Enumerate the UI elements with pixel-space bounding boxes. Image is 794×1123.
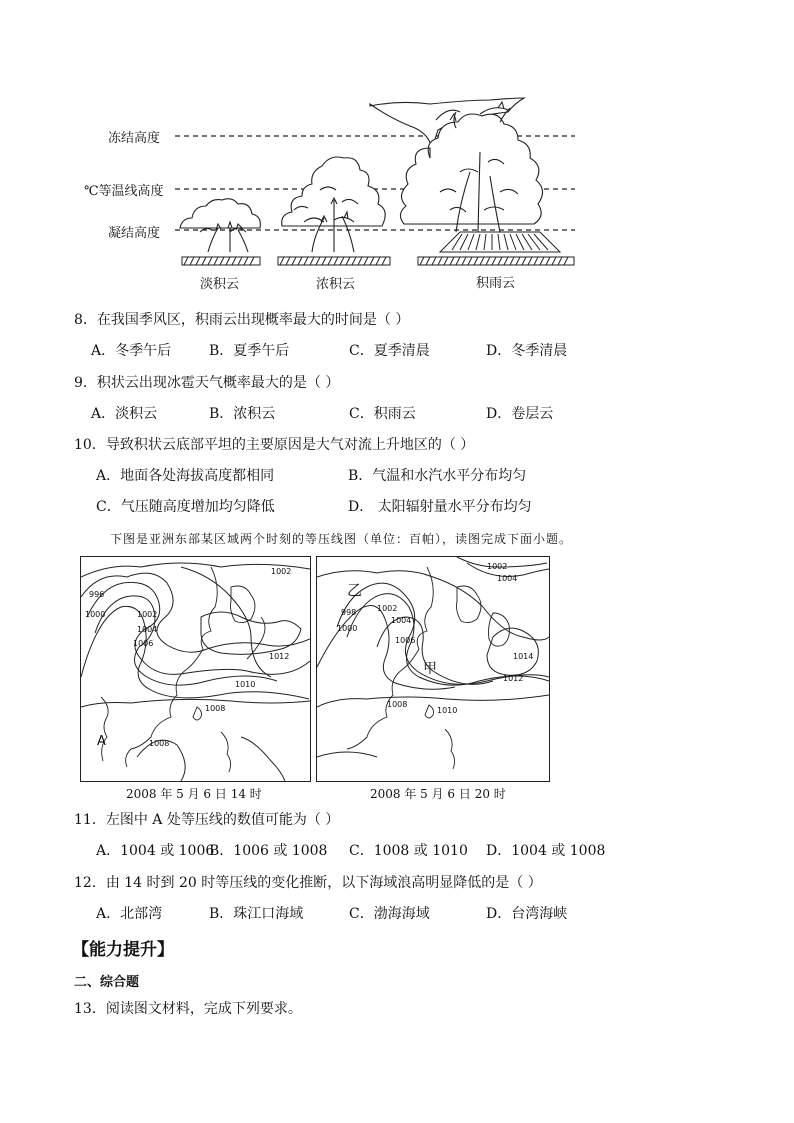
svg-text:1000: 1000 (85, 610, 106, 619)
svg-text:1002: 1002 (137, 610, 158, 619)
svg-text:1014: 1014 (513, 652, 534, 661)
question-13-stem: 13．阅读图文材料，完成下列要求。 (74, 1001, 302, 1017)
cumulonimbus-cloud (370, 98, 543, 232)
map-right-marker-jia: 甲 (423, 661, 437, 677)
isobar-map-right (316, 556, 550, 782)
svg-text:1006: 1006 (133, 639, 154, 648)
question-11-option-c[interactable]: C．1008 或 1010 (349, 843, 468, 859)
svg-text:1006: 1006 (395, 636, 416, 645)
section-subtitle: 二、综合题 (74, 975, 140, 990)
question-11-option-d[interactable]: D．1004 或 1008 (486, 843, 606, 859)
svg-text:1002: 1002 (487, 562, 508, 571)
question-12-option-b[interactable]: B．珠江口海域 (209, 906, 304, 922)
question-12-option-d[interactable]: D．台湾海峡 (486, 906, 568, 922)
isotherm-level-label: ℃等温线高度 (84, 184, 164, 199)
svg-text:1012: 1012 (269, 652, 290, 661)
svg-text:996: 996 (89, 590, 105, 599)
map-intro-text: 下图是亚洲东部某区域两个时刻的等压线图（单位：百帕），读图完成下面小题。 (110, 532, 573, 546)
map-left-caption: 2008 年 5 月 6 日 14 时 (126, 787, 262, 801)
question-10-option-d[interactable]: D． 太阳辐射量水平分布均匀 (348, 499, 532, 515)
question-8-option-b[interactable]: B．夏季午后 (209, 343, 290, 359)
svg-text:1000: 1000 (337, 624, 358, 633)
rain-shaft (440, 232, 560, 252)
question-11-option-b[interactable]: B．1006 或 1008 (209, 843, 328, 859)
ground-2 (278, 257, 390, 265)
isobar-map-right-svg (317, 557, 549, 781)
svg-text:1004: 1004 (391, 616, 412, 625)
cumulus-congestus-cloud (282, 157, 385, 252)
question-12-option-a[interactable]: A．北部湾 (96, 906, 163, 922)
svg-text:1002: 1002 (271, 567, 292, 576)
question-8-stem: 8．在我国季风区，积雨云出现概率最大的时间是（ ） (74, 312, 410, 328)
map-right-marker-yi: 乙 (347, 581, 363, 599)
svg-text:1008: 1008 (205, 704, 226, 713)
question-9-option-a[interactable]: A．淡积云 (91, 406, 158, 422)
svg-text:1004: 1004 (137, 625, 158, 634)
map-left-marker-a: A (97, 734, 106, 749)
svg-text:1008: 1008 (149, 739, 170, 748)
cloud-label-cumulus-congestus: 浓积云 (316, 277, 356, 292)
question-9-option-d[interactable]: D．卷层云 (486, 406, 554, 422)
section-title: 【能力提升】 (72, 940, 174, 960)
freezing-level-label: 冻结高度 (108, 131, 161, 146)
question-9-stem: 9．积状云出现冰雹天气概率最大的是（ ） (74, 375, 340, 391)
svg-text:998: 998 (341, 608, 357, 617)
question-9-option-b[interactable]: B．浓积云 (209, 406, 276, 422)
svg-text:1010: 1010 (437, 706, 458, 715)
question-8-option-a[interactable]: A．冬季午后 (91, 343, 172, 359)
ground-1 (182, 257, 260, 265)
cloud-label-cumulus-humilis: 淡积云 (200, 277, 240, 292)
svg-text:1012: 1012 (503, 674, 524, 683)
isobar-map-left-svg (81, 557, 310, 781)
question-12-stem: 12．由 14 时到 20 时等压线的变化推断，以下海域浪高明显降低的是（ ） (74, 875, 542, 891)
question-8-option-c[interactable]: C．夏季清晨 (349, 343, 430, 359)
question-10-stem: 10．导致积状云底部平坦的主要原因是大气对流上升地区的（ ） (74, 437, 475, 453)
question-9-option-c[interactable]: C．积雨云 (349, 406, 416, 422)
condensation-level-label: 凝结高度 (108, 226, 161, 241)
svg-text:1002: 1002 (377, 604, 398, 613)
question-12-option-c[interactable]: C．渤海海域 (349, 906, 430, 922)
question-8-option-d[interactable]: D．冬季清晨 (486, 343, 568, 359)
svg-text:1010: 1010 (235, 680, 256, 689)
isobar-map-left (80, 556, 311, 782)
svg-text:1004: 1004 (497, 574, 518, 583)
svg-text:1008: 1008 (387, 700, 408, 709)
question-11-stem: 11．左图中 A 处等压线的数值可能为（ ） (74, 812, 340, 828)
ground-3 (418, 257, 574, 265)
question-11-option-a[interactable]: A．1004 或 1006 (96, 843, 215, 859)
question-10-option-a[interactable]: A．地面各处海拔高度都相同 (96, 468, 275, 484)
cumulus-humilis-cloud (180, 199, 260, 252)
question-10-option-c[interactable]: C．气压随高度增加均匀降低 (96, 499, 275, 515)
map-right-caption: 2008 年 5 月 6 日 20 时 (370, 787, 506, 801)
cloud-label-cumulonimbus: 积雨云 (476, 276, 516, 291)
question-10-option-b[interactable]: B．气温和水汽水平分布均匀 (348, 468, 527, 484)
